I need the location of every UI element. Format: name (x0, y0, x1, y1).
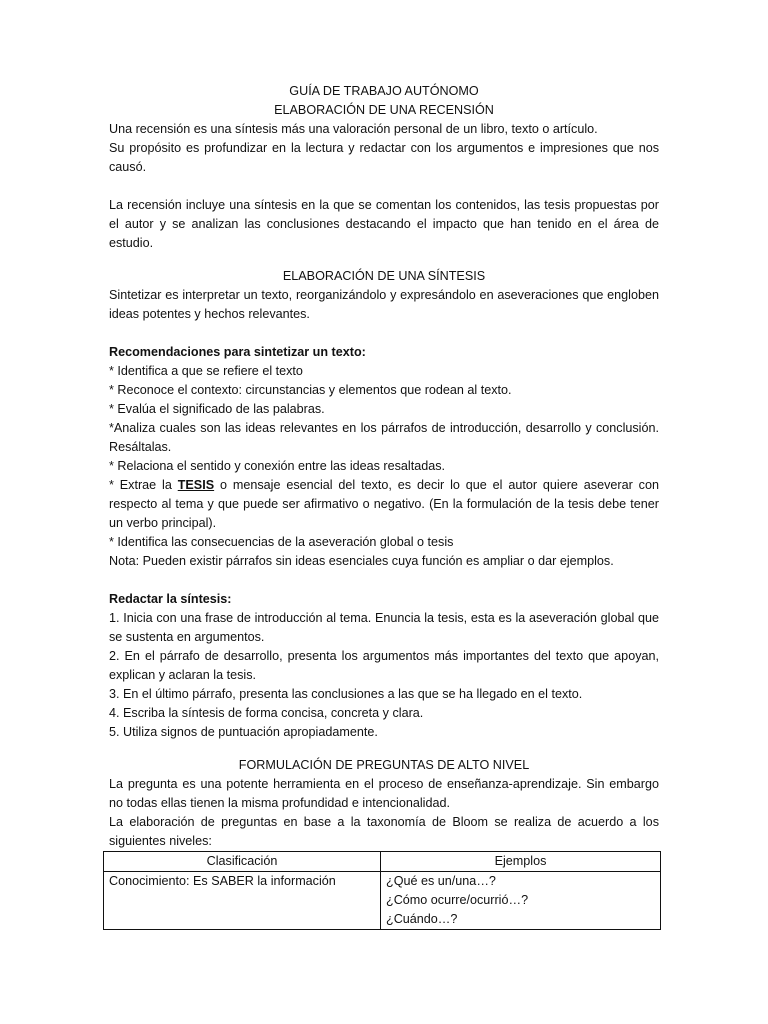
recomendacion-item: * Relaciona el sentido y conexión entre las ideas resaltadas. (109, 459, 446, 473)
table-header-clasificacion: Clasificación (104, 852, 381, 872)
preguntas-paragraph-2: La elaboración de preguntas en base a la taxonomía de Bloom se realiza de acuerdo a los siguientes niveles: (109, 815, 659, 848)
tesis-keyword: TESIS (177, 478, 215, 492)
ejemplo-line: ¿Cómo ocurre/ocurrió…? (386, 893, 529, 907)
table-cell-clasificacion: Conocimiento: Es SABER la información (104, 872, 381, 930)
table-header-row (104, 852, 661, 872)
ejemplo-line: ¿Qué es un/una…? (386, 874, 496, 888)
recomendacion-item: *Analiza cuales son las ideas relevantes en los párrafos de introducción, desarrollo y conclusión. Resáltalas. (109, 421, 659, 454)
recomendacion-item: * Identifica las consecuencias de la aseveración global o tesis (109, 535, 454, 549)
tesis-prefix: * Extrae la (109, 478, 178, 492)
table-header-ejemplos: Ejemplos (381, 852, 661, 872)
recomendacion-item: * Evalúa el significado de las palabras. (109, 402, 325, 416)
sintesis-description: Sintetizar es interpretar un texto, reorganizándolo y expresándolo en aseveraciones que engloben ideas potentes y hechos relevantes. (109, 288, 659, 321)
redactar-step: 1. Inicia con una frase de introducción al tema. Enuncia la tesis, esta es la aseveración global que se sustenta en argumentos. (109, 611, 659, 644)
table-row (104, 872, 661, 930)
document-title: GUÍA DE TRABAJO AUTÓNOMO (289, 84, 479, 98)
recomendacion-item: * Reconoce el contexto: circunstancias y elementos que rodean al texto. (109, 383, 512, 397)
recomendacion-item: * Identifica a que se refiere el texto (109, 364, 303, 378)
intro-paragraph-1: Una recensión es una síntesis más una valoración personal de un libro, texto o artículo. (109, 122, 598, 136)
intro-paragraph-2: Su propósito es profundizar en la lectura y redactar con los argumentos e impresiones que nos causó. (109, 141, 659, 174)
recension-description: La recensión incluye una síntesis en la que se comentan los contenidos, las tesis propuestas por el autor y se analizan las conclusiones destacando el impacto que han tenido en el área de estudio. (109, 198, 659, 250)
recomendaciones-note: Nota: Pueden existir párrafos sin ideas esenciales cuya función es ampliar o dar ejemplos. (109, 554, 614, 568)
recomendaciones-heading: Recomendaciones para sintetizar un texto: (109, 345, 366, 359)
table-cell-ejemplos (381, 872, 661, 930)
bloom-taxonomy-table (103, 851, 661, 930)
redactar-step: 3. En el último párrafo, presenta las conclusiones a las que se ha llegado en el texto. (109, 687, 583, 701)
document-content (109, 82, 659, 930)
redactar-heading: Redactar la síntesis: (109, 592, 232, 606)
preguntas-paragraph-1: La pregunta es una potente herramienta en el proceso de enseñanza-aprendizaje. Sin embargo no todas ellas tienen la misma profundidad e intencionalidad. (109, 777, 659, 810)
preguntas-heading: FORMULACIÓN DE PREGUNTAS DE ALTO NIVEL (238, 758, 530, 772)
tesis-suffix: o mensaje esencial del texto, es decir lo que el autor quiere aseverar con respecto al tema y que puede ser afirmativo o negativo. (En la formulación de la tesis debe tener un verbo principal). (109, 478, 659, 530)
recomendacion-item-tesis (109, 476, 659, 533)
redactar-step: 4. Escriba la síntesis de forma concisa, concreta y clara. (109, 706, 424, 720)
sintesis-heading: ELABORACIÓN DE UNA SÍNTESIS (282, 269, 486, 283)
redactar-step: 5. Utiliza signos de puntuación apropiadamente. (109, 725, 378, 739)
ejemplo-line: ¿Cuándo…? (386, 912, 458, 926)
redactar-step: 2. En el párrafo de desarrollo, presenta los argumentos más importantes del texto que apoyan, explican y aclaran la tesis. (109, 649, 659, 682)
document-subtitle: ELABORACIÓN DE UNA RECENSIÓN (274, 103, 494, 117)
